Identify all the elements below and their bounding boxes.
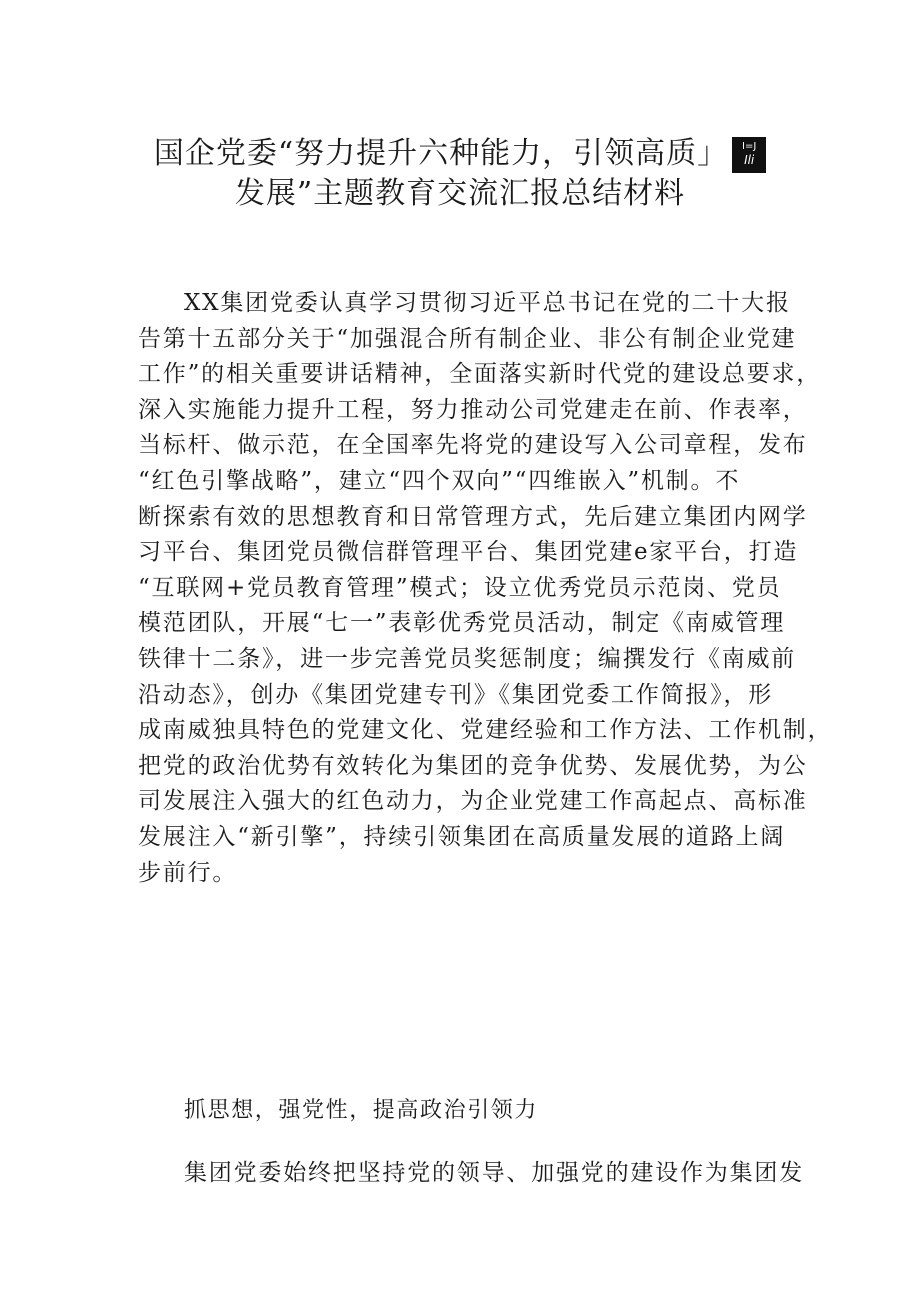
paragraph-line: 深入实施能力提升工程，努力推动公司党建走在前、作表率， xyxy=(138,396,808,423)
paragraph-line: 断探索有效的思想教育和日常管理方式，先后建立集团内网学 xyxy=(138,503,808,530)
title-text-2: 发展”主题教育交流汇报总结材料 xyxy=(234,176,686,211)
paragraph-line: 步前行。 xyxy=(138,859,238,886)
paragraph-line: 工作”的相关重要讲话精神，全面落实新时代党的建设总要求， xyxy=(138,361,822,388)
paragraph-line: XX集团党委认真学习贯彻习近平总书记在党的二十大报 xyxy=(184,290,791,316)
paragraph-line: 模范团队，开展“七一”表彰优秀党员活动，制定《南威管理 xyxy=(138,610,786,637)
paragraph-line: 铁律十二条》，进一步完善党员奖惩制度；编撰发行《南威前 xyxy=(138,645,797,672)
title-text-1: 国企党委“努力提升六种能力，引领高质」 xyxy=(153,136,729,171)
section-heading-1: 抓思想，强党性，提高政治引领力 xyxy=(184,1098,539,1123)
document-title-line-1 xyxy=(120,134,800,174)
paragraph-line: 司发展注入强大的红色动力，为企业党建工作高起点、高标准 xyxy=(138,788,808,815)
paragraph-line: 习平台、集团党员微信群管理平台、集团党建e家平台，打造 xyxy=(138,539,799,566)
body-paragraph-2: 集团党委始终把坚持党的领导、加强党的建设作为集团发 xyxy=(184,1160,804,1186)
paragraph-line: 成南威独具特色的党建文化、党建经验和工作方法、工作机制， xyxy=(138,717,833,744)
title-stamp-mark xyxy=(732,137,766,173)
document-title-line-2 xyxy=(120,174,800,214)
body-paragraph-1 xyxy=(138,286,833,891)
paragraph-line: “红色引擎战略”，建立“四个双向”“四维嵌入”机制。不 xyxy=(138,467,741,494)
paragraph-line: 把党的政治优势有效转化为集团的竞争优势、发展优势，为公 xyxy=(138,752,808,779)
title-stamp-mark-top: I=J xyxy=(742,141,757,152)
paragraph-line: 沿动态》，创办《集团党建专刊》《集团党委工作简报》，形 xyxy=(138,681,774,708)
paragraph-line: “互联网+党员教育管理”模式；设立优秀党员示范岗、党员 xyxy=(138,574,782,601)
paragraph-line: 告第十五部分关于“加强混合所有制企业、非公有制企业党建 xyxy=(138,325,797,352)
paragraph-line: 当标杆、做示范，在全国率先将党的建设写入公司章程，发布 xyxy=(138,432,808,459)
title-stamp-mark-bottom: Ili xyxy=(744,153,755,167)
paragraph-line: 发展注入“新引擎”，持续引领集团在高质量发展的道路上阔 xyxy=(138,823,786,850)
